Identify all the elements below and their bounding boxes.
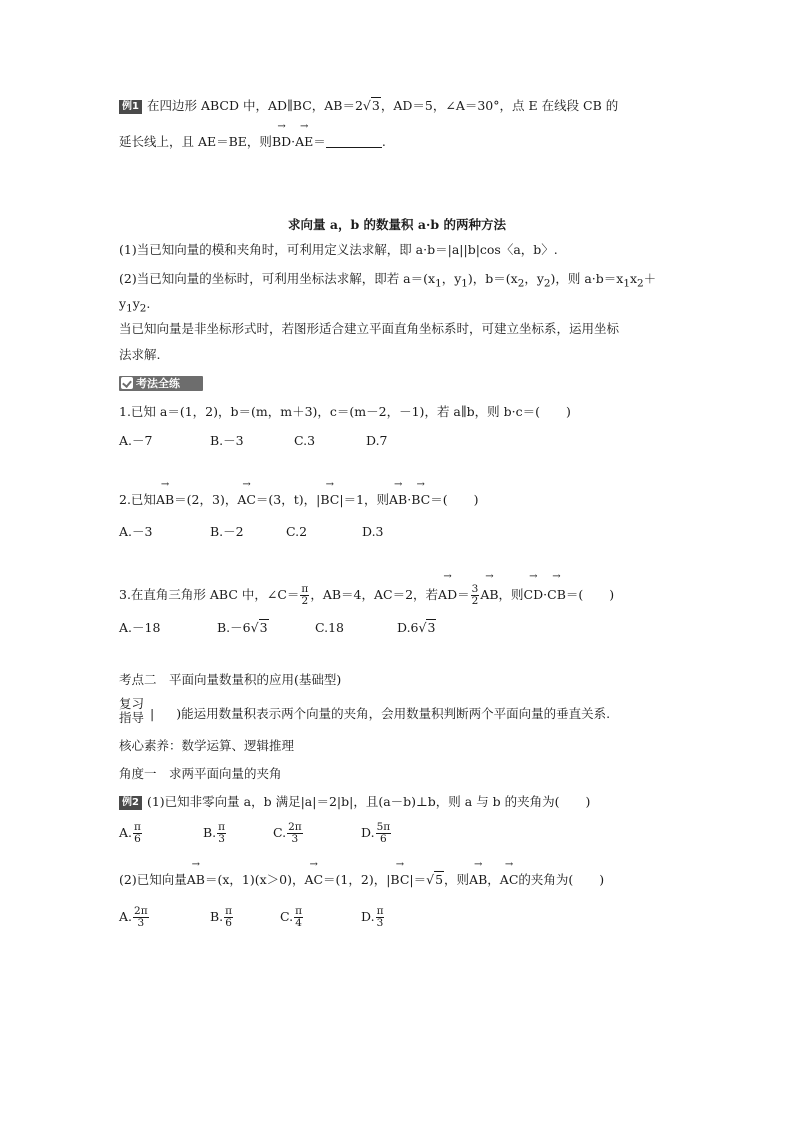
- ex2-2-option-a[interactable]: A. $\frac{2\pi}{3}$: [119, 905, 148, 929]
- q2-option-a[interactable]: A.－3: [119, 524, 153, 539]
- method-p2: (2)当已知向量的坐标时，可利用坐标法求解，即若 $a=(x_1$，$y_1$)，$b=(x_2$，$y_2$)，则 $a\cdot b=x_1x_2+$: [119, 271, 657, 290]
- ex2-1-option-d[interactable]: D. $\frac{5\pi}{6}$: [361, 821, 391, 845]
- q2-option-d[interactable]: D.3: [362, 524, 384, 539]
- q3-option-a[interactable]: A.－18: [119, 620, 161, 635]
- practice-banner: 考法全练: [119, 376, 203, 391]
- angle-heading: 角度一 求两平面向量的夹角: [119, 766, 282, 781]
- ex2-2-option-d[interactable]: D. $\frac{\pi}{3}$: [361, 905, 384, 929]
- example2-part2: (2)已知向量→ AB＝(x，1)(x＞0)，→ AC＝(1，2)，|→ BC|＝√5，则→ AB，→ AC的夹角为( ): [119, 871, 604, 889]
- core-literacy: 核心素养：数学运算、逻辑推理: [119, 738, 295, 753]
- example1-line1: 例1 在四边形 ABCD 中，AD∥BC，AB＝2√3，AD＝5，∠A＝30°，点 E 在线段 CB 的: [119, 97, 618, 115]
- method-p3: 当已知向量是非坐标形式时，若图形适合建立平面直角坐标系时，可建立坐标系，运用坐标: [119, 321, 620, 336]
- ex2-2-option-c[interactable]: C. $\frac{\pi}{4}$: [280, 905, 302, 929]
- method-p2-cont: $y_1y_2$.: [119, 296, 151, 315]
- method-title: 求向量 a，b 的数量积 a·b 的两种方法: [288, 217, 506, 232]
- q2-option-b[interactable]: B.－2: [210, 524, 244, 539]
- question-3: 3.在直角三角形 ABC 中，∠C＝ $\frac{\pi}{2}$ ，AB＝4，AC＝2，若→ AD＝ $\frac{3}{2}$ → AB，则→ CD·→ CB＝( ): [119, 583, 614, 607]
- review-text: | )能运用数量积表示两个向量的夹角，会用数量积判断两个平面向量的垂直关系.: [150, 706, 611, 721]
- question-1: 1.已知 a＝(1，2)，b＝(m，m＋3)，c＝(m－2，－1)，若 a∥b，则 b·c＝( ): [119, 404, 571, 419]
- sqrt-expression: √3: [362, 98, 380, 113]
- q3-option-c[interactable]: C.18: [315, 620, 344, 635]
- method-p1: (1)当已知向量的模和夹角时，可利用定义法求解，即 a·b＝|a||b|cos〈a，b〉.: [119, 242, 558, 257]
- q3-option-d[interactable]: D.6√3: [397, 620, 436, 635]
- section-heading: 考点二 平面向量数量积的应用(基础型): [119, 672, 342, 687]
- q3-option-b[interactable]: B.－6√3: [217, 620, 268, 635]
- q1-option-a[interactable]: A.－7: [119, 433, 153, 448]
- check-icon: [121, 377, 133, 389]
- ex2-1-option-c[interactable]: C. $\frac{2\pi}{3}$: [273, 821, 302, 845]
- ex2-2-option-b[interactable]: B. $\frac{\pi}{6}$: [210, 905, 233, 929]
- vector-AE: → AE: [295, 133, 313, 151]
- review-label: 复习 指导: [119, 696, 145, 725]
- q2-option-c[interactable]: C.2: [286, 524, 308, 539]
- example1-line2: 延长线上，且 AE＝BE，则→ BD·→ AE＝ .: [119, 133, 386, 151]
- answer-blank[interactable]: [326, 135, 382, 148]
- q1-option-b[interactable]: B.－3: [210, 433, 244, 448]
- question-2: 2.已知→ AB＝(2，3)，→ AC＝(3，t)，|→ BC|＝1，则→ AB·→ BC＝( ): [119, 491, 479, 509]
- method-p3-cont: 法求解.: [119, 347, 161, 362]
- ex2-1-option-a[interactable]: A. $\frac{\pi}{6}$: [119, 821, 141, 845]
- vector-BD: → BD: [272, 133, 291, 151]
- example-tag: 例2: [119, 796, 142, 810]
- q1-option-c[interactable]: C.3: [294, 433, 316, 448]
- ex2-1-option-b[interactable]: B. $\frac{\pi}{3}$: [203, 821, 226, 845]
- example2-part1: 例2 (1)已知非零向量 a，b 满足|a|＝2|b|，且(a－b)⊥b，则 a 与 b 的夹角为( ): [119, 793, 590, 811]
- q1-option-d[interactable]: D.7: [366, 433, 388, 448]
- example-tag: 例1: [119, 100, 142, 114]
